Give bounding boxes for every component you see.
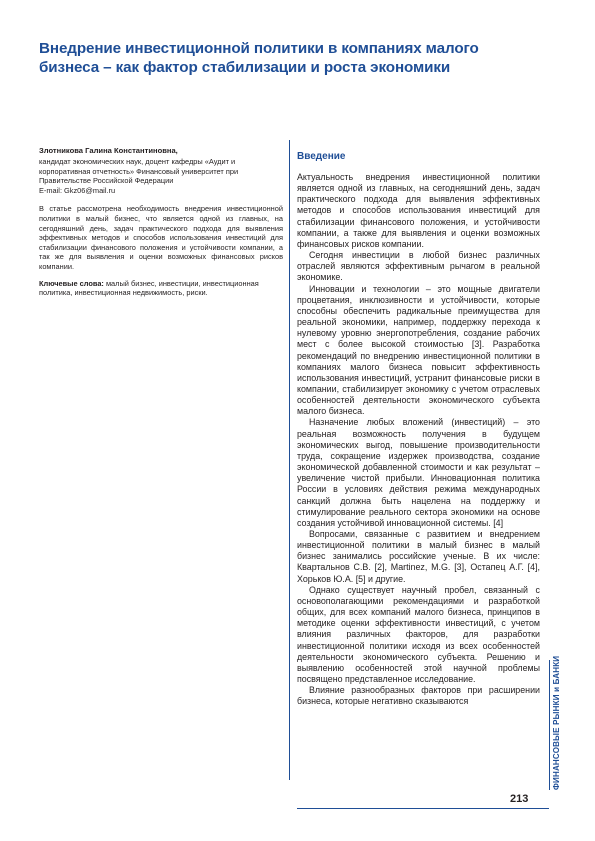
paragraph: Вопросами, связанные с развитием и внедрением инвестиционной политики в малый бизнес в малый бизнес занимались российские ученые. В их числе: Квартальнов С.В. [2], Martinez, M.G. [3], Остапец А.Г. [4], Хорьков Ю.А. [5] и другие. xyxy=(297,529,540,584)
paragraph: Инновации и технологии – это мощные двигатели процветания, инклюзивности и устойчивости, которые способны обеспечить радикальные преимущества для реальной экономики, например, поддержку перехода к нулевому уровню энергопотребления, создание рабочих мест с более высокой стоимостью [3]. Разработка рекомендаций по внедрению инвестиционной политики в компаниях малого бизнеса повысит эффективность использования инвестиций, устранит финансовые риски в компании, стабилизирует экономику с учетом отраслевых особенностей деятельности экономического субъекта малого бизнеса. xyxy=(297,283,540,417)
paragraph: Влияние разнообразных факторов при расширении бизнеса, которые негативно сказываются xyxy=(297,685,540,707)
body-text xyxy=(297,172,540,708)
keywords xyxy=(39,279,283,298)
paragraph: Назначение любых вложений (инвестиций) – это реальная возможность получения в будущем экономических выгод, повышение производительности труда, сокращение издержек производства, создание экономической добавленной стоимости и как результат – увеличение чистой прибыли. Инновационная политика России в условиях действия режима международных санкций должна быть нацелена на поддержку и стимулирование реального сектора экономики на основе создания устойчивой инновационной системы. [4] xyxy=(297,417,540,528)
section-title: Введение xyxy=(297,151,346,162)
author-position: кандидат экономических наук, доцент кафедры «Аудит и корпоративная отчетность» Финансовый университет при Правительстве Российской Федерации xyxy=(39,157,239,186)
paragraph: Сегодня инвестиции в любой бизнес различных отраслей являются эффективным рычагом в реальной экономике. xyxy=(297,250,540,283)
article-body-column xyxy=(297,151,540,708)
keywords-label: Ключевые слова: xyxy=(39,278,104,288)
column-divider xyxy=(289,140,290,780)
abstract: В статье рассмотрена необходимость внедрения инвестиционной политики в малый бизнес, что является одной из главных, на сегодняшний день, задач практического подхода для выявления эффективных методов и способов использования инвестиций для стабилизации финансового положения и устойчивости компании, а так же для выявления и оценки возможных финансовых рисков компании. xyxy=(39,204,283,271)
author-email[interactable]: E-mail: Gkz06@mail.ru xyxy=(39,185,116,195)
keywords-text: малый бизнес, инвестиции, инвестиционная политика, инвестиционная недвижимость, риски. xyxy=(39,278,259,298)
paragraph: Актуальность внедрения инвестиционной политики является одной из главных, на сегодняшний день, задач практического подхода для выявления эффективных методов и способов использования инвестиций для стабилизации финансового положения, и устойчивости компании, а также для выявления и оценки возможных финансовых рисков компании. xyxy=(297,172,540,249)
page-number: 213 xyxy=(510,793,529,805)
article-meta-column xyxy=(39,146,283,298)
sidebar-rule xyxy=(549,660,550,790)
footer-rule xyxy=(297,808,549,809)
paragraph: Однако существует научный пробел, связанный с основополагающими рекомендациями и разработкой общих, для всех компаний малого бизнеса, принципов в методике оценки эффективности инвестиций, с учетом влияния различных факторов, для разработки инвестиционной политики исходя из всех особенностей деятельности экономического субъекта. Решению и выявлению особенностей этой научной проблемы посвящено представленное исследование. xyxy=(297,584,540,685)
journal-section-label: ФИНАНСОВЫЕ РЫНКИ и БАНКИ xyxy=(552,655,561,790)
author-name: Злотникова Галина Константиновна, xyxy=(39,146,178,155)
article-title: Внедрение инвестиционной политики в компаниях малого бизнеса – как фактор стабилизации и роста экономики xyxy=(39,40,479,76)
